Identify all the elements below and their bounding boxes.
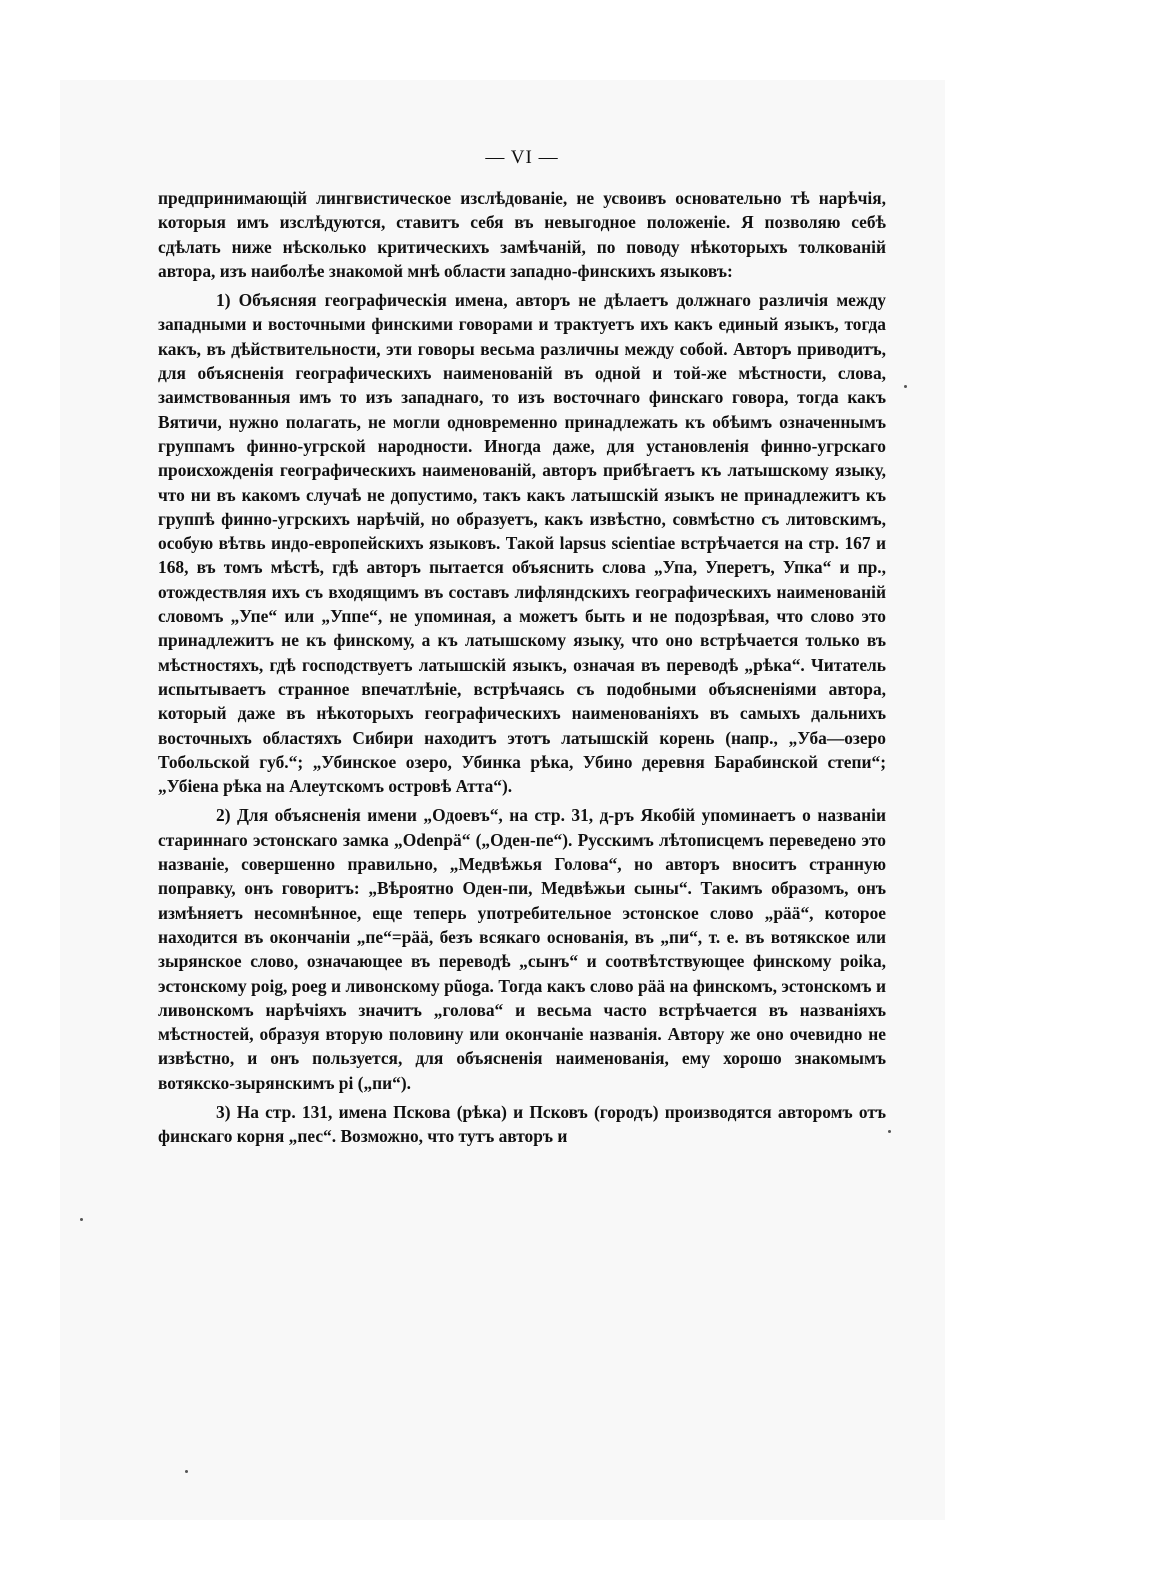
scan-speck	[185, 1470, 188, 1473]
document-body	[158, 146, 886, 1154]
paragraph-1: 1) Объясняя географическія имена, авторъ не дѣлаетъ должнаго различія между западными и восточными финскими говорами и трактуетъ ихъ какъ единый языкъ, тогда какъ, въ дѣйствительности, эти говоры весьма различны между собой. Авторъ приводитъ, для объясненія географическихъ наименованій въ одной и той-же мѣстности, слова, заимствованныя имъ то изъ западнаго, то изъ восточнаго финскаго говора, тогда какъ Вятичи, нужно полагать, не могли одновременно принадлежать къ обѣимъ означеннымъ группамъ финно-угрской народности. Иногда даже, для установленія финно-угрскаго происхожденія географическихъ наименованій, авторъ прибѣгаетъ къ латышскому языку, что ни въ какомъ случаѣ не допустимо, такъ какъ латышскій языкъ не принадлежитъ къ группѣ финно-угрскихъ нарѣчій, но образуетъ, какъ извѣстно, совмѣстно съ литовскимъ, особую вѣтвь индо-европейскихъ языковъ. Такой lapsus scientiae встрѣчается на стр. 167 и 168, въ томъ мѣстѣ, гдѣ авторъ пытается объяснить слова „Упа, Уперетъ, Упка“ и пр., отождествляя ихъ съ входящимъ въ составъ лифляндскихъ географическихъ наименованій словомъ „Упе“ или „Уппе“, не упоминая, а можетъ быть и не подозрѣвая, что слово это принадлежитъ не къ финскому, а къ латышскому языку, что оно встрѣчается только въ мѣстностяхъ, гдѣ господствуетъ латышскій языкъ, означая въ переводѣ „рѣка“. Читатель испытываетъ странное впечатлѣніе, встрѣчаясь съ подобными объясненіями автора, который даже въ нѣкоторыхъ географическихъ наименованіяхъ въ самыхъ дальнихъ восточныхъ областяхъ Сибири находитъ этотъ латышскій корень (напр., „Уба—озеро Тобольской губ.“; „Убинское озеро, Убинка рѣка, Убино деревня Барабинской степи“; „Убіена рѣка на Алеутскомъ островѣ Атта“).	[158, 290, 886, 797]
scan-speck	[80, 1218, 83, 1221]
paragraph-intro: предпринимающій лингвистическое изслѣдованіе, не усвоивъ основательно тѣ нарѣчія, которыя имъ изслѣдуются, ставитъ себя въ невыгодное положеніе. Я позволяю себѣ сдѣлать ниже нѣсколько критическихъ замѣчаній, по поводу нѣкоторыхъ толкованій автора, изъ наиболѣе знакомой мнѣ области западно-финскихъ языковъ:	[158, 188, 886, 281]
page-number: — VI —	[485, 147, 559, 168]
paragraph-2: 2) Для объясненія имени „Одоевъ“, на стр. 31, д-ръ Якобій упоминаетъ о названіи стариннаго эстонскаго замка „Odenpä“ („Оден-пе“). Русскимъ лѣтописцемъ переведено это названіе, совершенно правильно, „Медвѣжья Голова“, но авторъ вноситъ странную поправку, онъ говоритъ: „Вѣроятно Оден-пи, Медвѣжьи сыны“. Такимъ образомъ, онъ измѣняетъ несомнѣнное, еще теперь употребительное эстонское слово „pää“, которое находится въ окончаніи „пе“=pää, безъ всякаго основанія, въ „пи“, т. е. въ вотякское или зырянское слово, означающее въ переводѣ „сынъ“ и соотвѣтствующее финскому poika, эстонскому poig, poeg и ливонскому pũoga. Тогда какъ слово pää на финскомъ, эстонскомъ и ливонскомъ нарѣчіяхъ значитъ „голова“ и весьма часто встрѣчается въ названіяхъ мѣстностей, образуя вторую половину или окончаніе названія. Автору же оно очевидно не извѣстно, и онъ пользуется, для объясненія наименованія, ему хорошо знакомымъ вотякско-зырянскимъ pi („пи“).	[158, 805, 886, 1093]
scan-speck	[904, 385, 907, 388]
paragraph-3: 3) На стр. 131, имена Пскова (рѣка) и Псковъ (городъ) производятся авторомъ отъ финскаго корня „пес“. Возможно, что тутъ авторъ и	[158, 1101, 886, 1147]
scan-speck	[888, 1130, 891, 1133]
